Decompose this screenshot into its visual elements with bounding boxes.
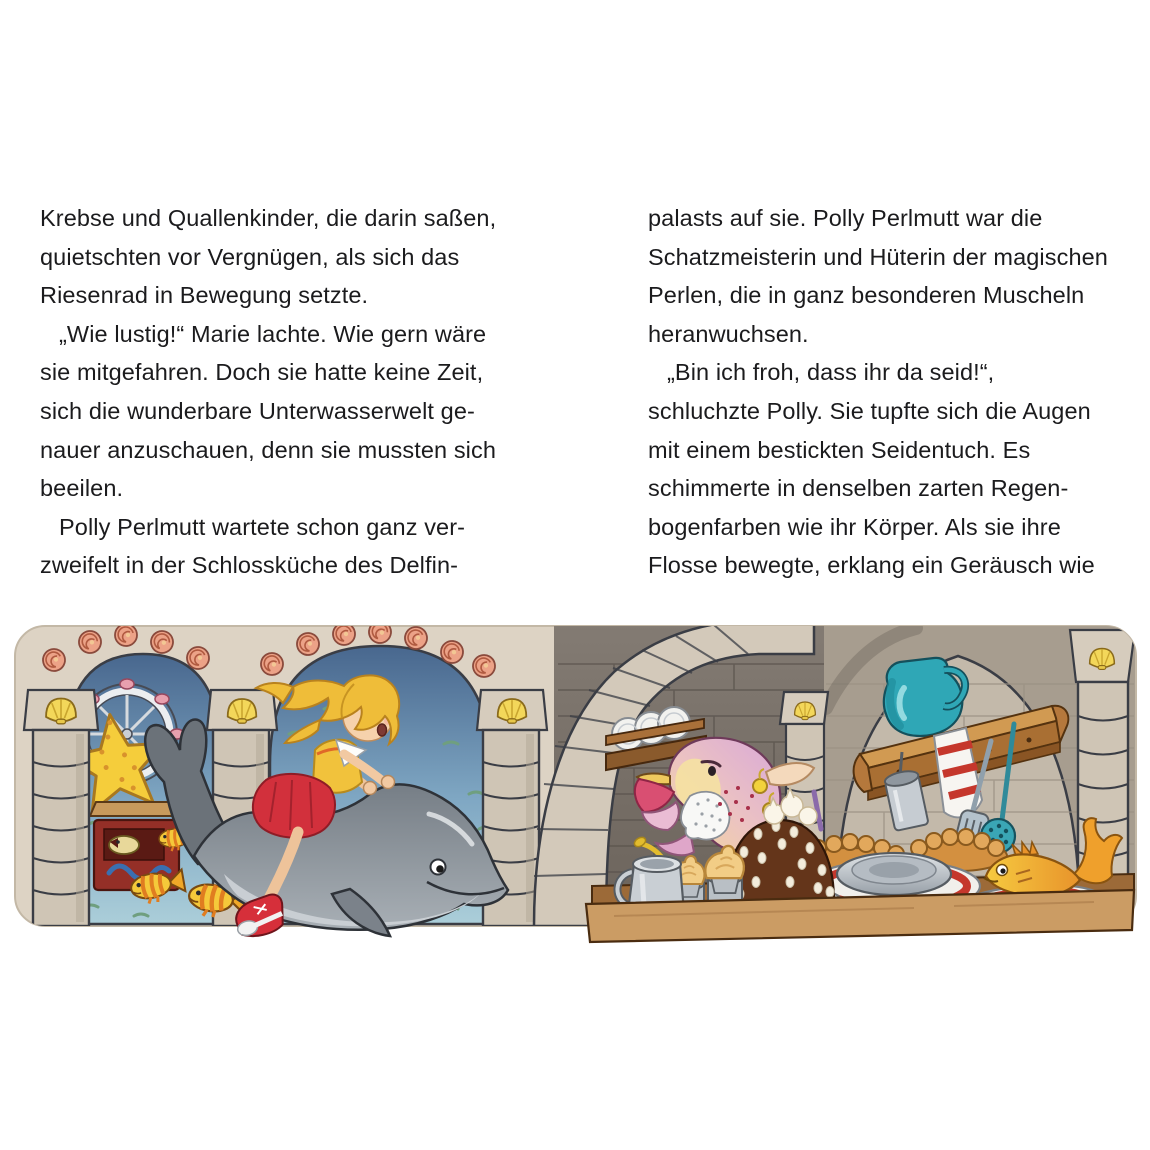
story-line: quietschten vor Vergnügen, als sich das: [40, 243, 460, 270]
story-line: zweifelt in der Schlossküche des Delfin-: [40, 552, 459, 579]
story-line: beeilen.: [40, 475, 124, 502]
story-line: bogenfarben wie ihr Körper. Als sie ihre: [648, 513, 1061, 540]
story-line: „Bin ich froh, dass ihr da seid!“,: [667, 359, 995, 386]
story-line: „Wie lustig!“ Marie lachte. Wie gern wäre: [59, 320, 487, 347]
story-line: sie mitgefahren. Doch sie hatte keine Zeit,: [40, 359, 484, 386]
story-line: schluchzte Polly. Sie tupfte sich die Augen: [648, 397, 1091, 424]
red-skirt: [253, 774, 335, 838]
illustration: [14, 624, 1137, 946]
story-line: mit einem bestickten Seidentuch. Es: [648, 436, 1031, 463]
story-line: palasts auf sie. Polly Perlmutt war die: [648, 205, 1043, 231]
story-line: Krebse und Quallenkinder, die darin saßen,: [40, 205, 497, 231]
story-line: Schatzmeisterin und Hüterin der magischen: [648, 243, 1108, 270]
story-line: sich die wunderbare Unterwasserwelt ge-: [40, 397, 475, 424]
story-line: Flosse bewegte, erklang ein Geräusch wie: [648, 552, 1095, 579]
water-jug: [884, 658, 965, 736]
polka-dot-cloth: [681, 792, 729, 840]
story-column-right: [648, 199, 1123, 585]
story-line: Riesenrad in Bewegung setzte.: [40, 282, 369, 309]
story-line: heranwuchsen.: [648, 320, 809, 347]
story-line: Perlen, die in ganz besonderen Muscheln: [648, 282, 1085, 309]
story-column-left: [40, 199, 515, 585]
story-line: schimmerte in denselben zarten Regen-: [648, 475, 1069, 502]
story-line: nauer anzuschauen, denn sie mussten sich: [40, 436, 497, 463]
story-line: Polly Perlmutt wartete schon ganz ver-: [59, 513, 466, 540]
